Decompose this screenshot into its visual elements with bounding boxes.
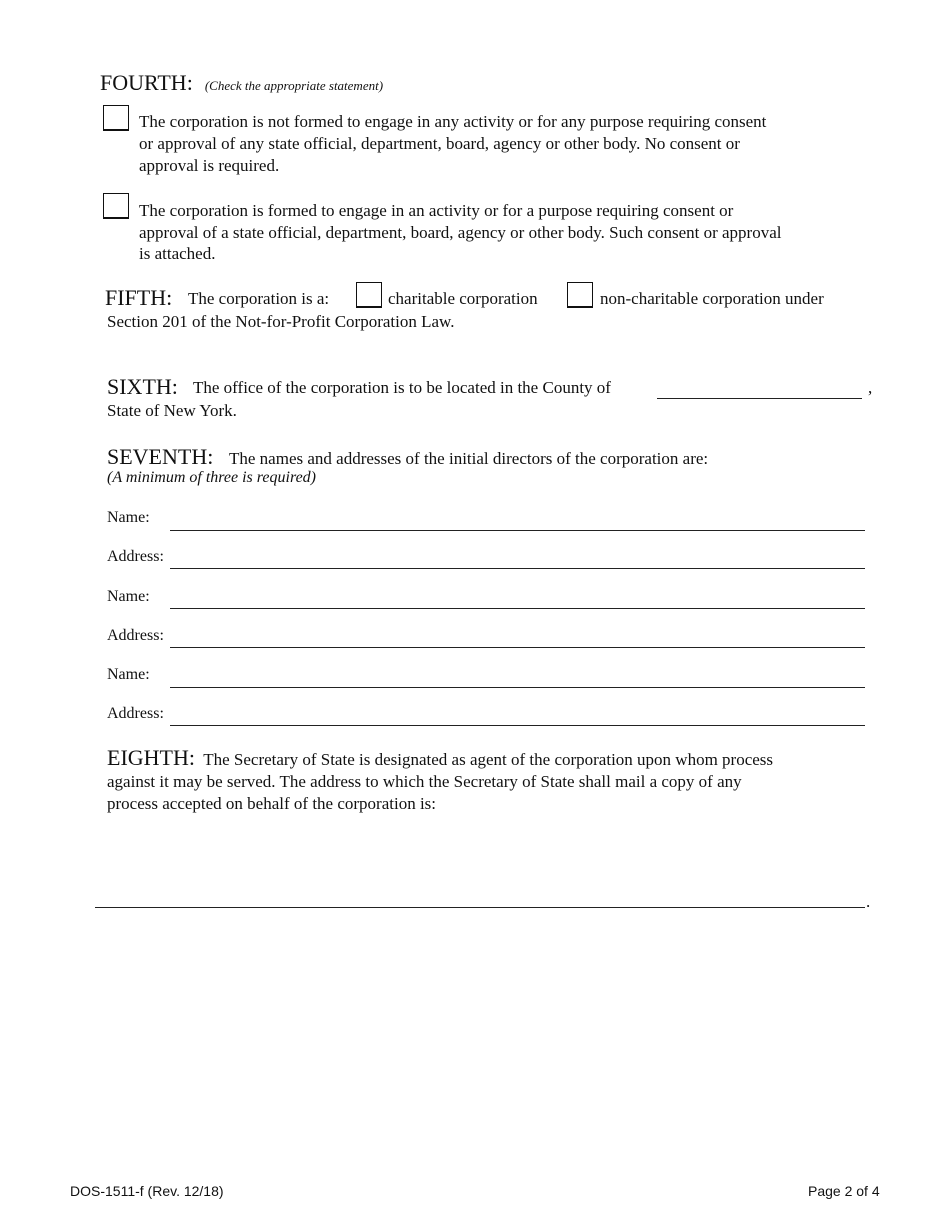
- footer-page-number: Page 2 of 4: [808, 1183, 880, 1199]
- footer-form-id: DOS-1511-f (Rev. 12/18): [70, 1183, 224, 1199]
- director-address-label: Address:: [107, 548, 164, 565]
- fifth-noncharitable-checkbox[interactable]: [567, 282, 593, 308]
- eighth-line-text: The Secretary of State is designated as agent of the corporation upon whom process: [203, 750, 774, 769]
- fourth-option2-line: is attached.: [139, 244, 216, 263]
- fifth-noncharitable-label: non-charitable corporation under: [600, 289, 824, 308]
- seventh-note: (A minimum of three is required): [107, 469, 317, 486]
- director-name-label: Name:: [107, 509, 150, 526]
- fifth-lead: The corporation is a:: [188, 289, 330, 308]
- director-address-field[interactable]: [170, 704, 865, 726]
- director-name-underline: [170, 608, 865, 609]
- seventh-text: The names and addresses of the initial directors of the corporation are:: [229, 449, 709, 468]
- director-address-label: Address:: [107, 627, 164, 644]
- fourth-note: (Check the appropriate statement): [204, 78, 384, 93]
- director-name-field[interactable]: [170, 665, 865, 687]
- fourth-option2-checkbox[interactable]: [103, 193, 129, 219]
- eighth-line: [107, 747, 887, 771]
- fifth-charitable-checkbox[interactable]: [356, 282, 382, 308]
- fourth-heading: FOURTH:: [100, 70, 193, 95]
- director-address-field[interactable]: [170, 626, 865, 648]
- sixth-comma: ,: [868, 378, 873, 397]
- eighth-heading: EIGHTH:: [107, 745, 195, 770]
- fifth-charitable-label: charitable corporation: [388, 289, 538, 308]
- director-name-field[interactable]: [170, 587, 865, 609]
- director-address-underline: [170, 568, 865, 569]
- fourth-option1-line: approval is required.: [139, 156, 280, 175]
- sixth-county-field[interactable]: [657, 377, 862, 399]
- director-address-underline: [170, 647, 865, 648]
- director-address-field[interactable]: [170, 547, 865, 569]
- seventh-heading: SEVENTH:: [107, 444, 214, 469]
- eighth-address-field[interactable]: [95, 885, 865, 907]
- director-address-label: Address:: [107, 705, 164, 722]
- fourth-option2-line: approval of a state official, department, board, agency or other body. Such consent or approval: [139, 222, 782, 242]
- fourth-option1-text: [139, 111, 879, 177]
- sixth-line2: State of New York.: [107, 401, 237, 420]
- eighth-line: against it may be served. The address to which the Secretary of State shall mail a copy of any: [107, 772, 742, 791]
- director-name-field[interactable]: [170, 508, 865, 530]
- director-name-underline: [170, 530, 865, 531]
- sixth-county-underline: [657, 398, 862, 399]
- director-name-label: Name:: [107, 588, 150, 605]
- eighth-line: process accepted on behalf of the corporation is:: [107, 794, 437, 813]
- director-name-label: Name:: [107, 666, 150, 683]
- eighth-address-underline: [95, 907, 865, 908]
- fourth-option2-text: [139, 200, 919, 265]
- fifth-heading: FIFTH:: [105, 285, 173, 310]
- eighth-period: .: [866, 892, 871, 911]
- director-name-underline: [170, 687, 865, 688]
- sixth-text: The office of the corporation is to be located in the County of: [193, 378, 611, 397]
- fourth-option1-line: or approval of any state official, department, board, agency or other body. No consent or: [139, 134, 740, 153]
- sixth-heading: SIXTH:: [107, 374, 178, 399]
- fifth-line2: Section 201 of the Not-for-Profit Corporation Law.: [107, 312, 455, 331]
- fourth-section: [100, 70, 880, 96]
- fourth-option1-checkbox[interactable]: [103, 105, 129, 131]
- eighth-paragraph: [107, 747, 887, 815]
- fourth-option1-line: The corporation is not formed to engage in any activity or for any purpose requiring consent: [139, 112, 767, 131]
- director-address-underline: [170, 725, 865, 726]
- fourth-option2-line: The corporation is formed to engage in an activity or for a purpose requiring consent or: [139, 201, 734, 220]
